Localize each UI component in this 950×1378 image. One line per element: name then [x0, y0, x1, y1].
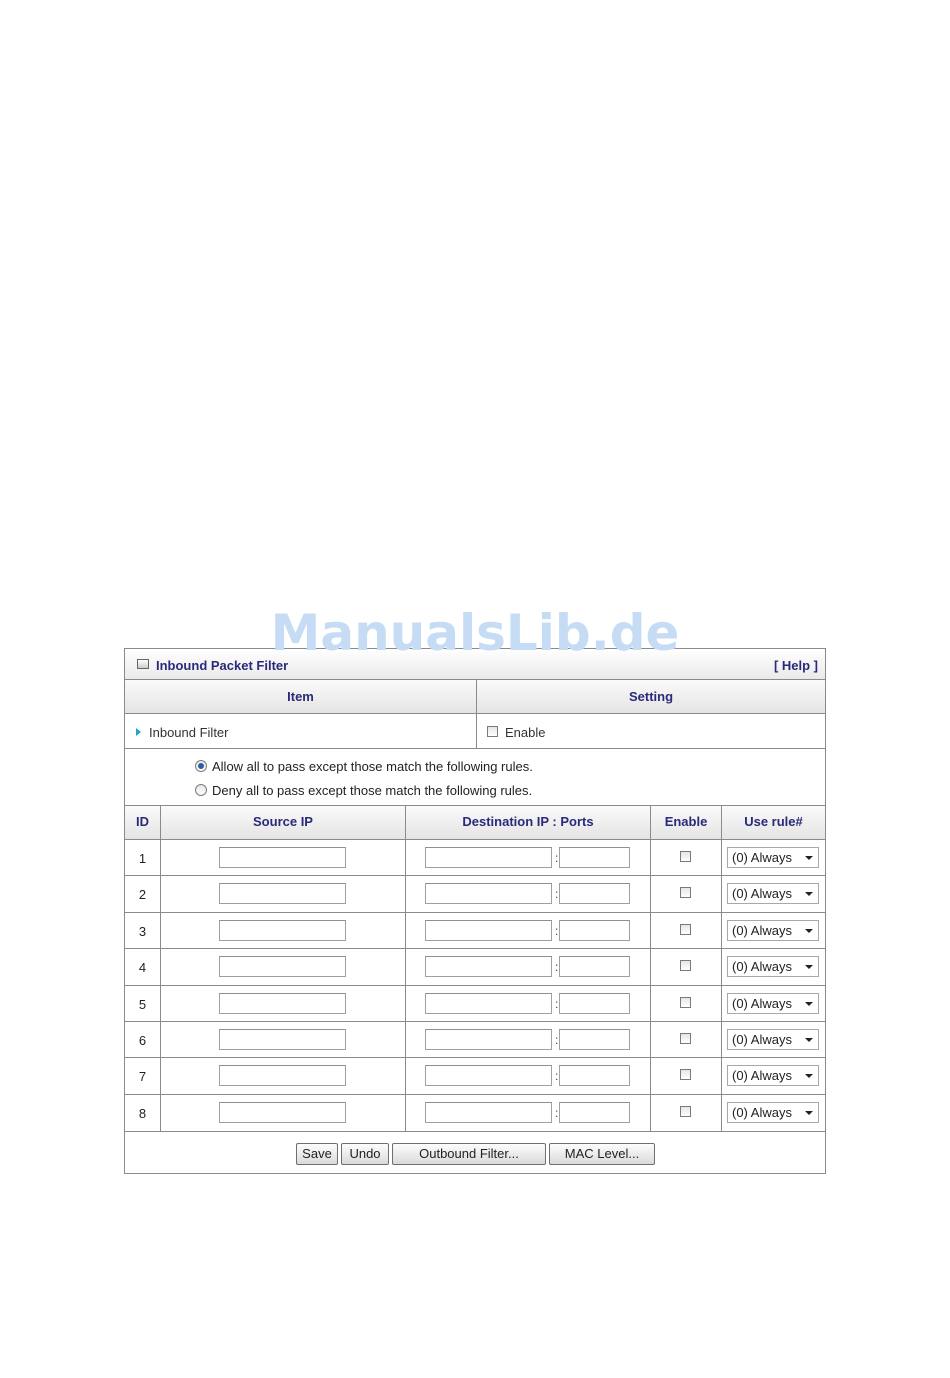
colon-separator: : [555, 1105, 559, 1120]
inbound-filter-label: Inbound Filter [149, 725, 229, 740]
rule-enable-checkbox[interactable] [680, 1033, 691, 1044]
destination-port-input[interactable] [559, 883, 630, 904]
use-rule-select[interactable] [727, 883, 819, 904]
use-rule-value: (0) Always [732, 995, 792, 1011]
destination-port-input[interactable] [559, 956, 630, 977]
source-ip-input[interactable] [219, 956, 346, 977]
destination-ip-input[interactable] [425, 956, 552, 977]
arrow-right-icon [136, 728, 141, 736]
use-rule-value: (0) Always [732, 922, 792, 938]
divider [125, 748, 825, 749]
setting-header: Setting [477, 680, 825, 714]
use-rule-select[interactable] [727, 1065, 819, 1086]
rule-enable-checkbox[interactable] [680, 887, 691, 898]
chevron-down-icon [805, 1111, 813, 1115]
allow-label: Allow all to pass except those match the following rules. [212, 759, 533, 774]
table-row [125, 1095, 825, 1131]
use-rule-value: (0) Always [732, 1104, 792, 1120]
enable-label: Enable [505, 725, 546, 740]
rule-enable-checkbox[interactable] [680, 1069, 691, 1080]
use-rule-value: (0) Always [732, 850, 792, 865]
allow-radio[interactable] [195, 760, 207, 772]
chevron-down-icon [805, 1002, 813, 1006]
colon-separator: : [555, 923, 559, 938]
destination-port-input[interactable] [559, 847, 630, 868]
source-ip-input[interactable] [219, 847, 346, 868]
save-button[interactable]: Save [296, 1143, 338, 1165]
table-row [125, 913, 825, 949]
chevron-down-icon [805, 1038, 813, 1042]
chevron-down-icon [805, 965, 813, 969]
source-ip-input[interactable] [219, 993, 346, 1014]
row-id: 8 [138, 1105, 147, 1121]
col-source-ip: Source IP [253, 814, 313, 829]
row-id: 6 [138, 1033, 147, 1048]
use-rule-select[interactable] [727, 920, 819, 941]
row-id: 5 [138, 996, 147, 1012]
help-link[interactable]: [ Help ] [773, 658, 818, 673]
destination-port-input[interactable] [559, 993, 630, 1014]
table-row [125, 840, 825, 876]
col-id: ID [136, 814, 149, 829]
divider [125, 1131, 825, 1132]
use-rule-select[interactable] [727, 1102, 819, 1123]
table-row [125, 986, 825, 1022]
use-rule-select[interactable] [727, 956, 819, 977]
col-enable: Enable [664, 814, 708, 829]
destination-ip-input[interactable] [425, 883, 552, 904]
source-ip-input[interactable] [219, 1102, 346, 1123]
colon-separator: : [555, 1033, 559, 1047]
window-icon [137, 659, 149, 669]
source-ip-input[interactable] [219, 1029, 346, 1050]
destination-ip-input[interactable] [425, 920, 552, 941]
row-id: 3 [138, 923, 147, 939]
item-header: Item [125, 680, 476, 714]
use-rule-value: (0) Always [732, 1068, 792, 1084]
mac-level-button[interactable]: MAC Level... [549, 1143, 655, 1165]
destination-ip-input[interactable] [425, 847, 552, 868]
undo-button[interactable]: Undo [341, 1143, 389, 1165]
rule-enable-checkbox[interactable] [680, 851, 691, 862]
row-id: 2 [138, 887, 147, 903]
outbound-filter-button[interactable]: Outbound Filter... [392, 1143, 546, 1165]
watermark: ManualsLib.de [270, 604, 680, 662]
colon-separator: : [555, 851, 559, 865]
colon-separator: : [555, 887, 559, 902]
chevron-down-icon [805, 856, 813, 860]
col-use-rule: Use rule# [744, 814, 803, 829]
chevron-down-icon [805, 1074, 813, 1078]
destination-ip-input[interactable] [425, 1065, 552, 1086]
table-row [125, 1022, 825, 1058]
source-ip-input[interactable] [219, 883, 346, 904]
rule-enable-checkbox[interactable] [680, 924, 691, 935]
row-id: 1 [138, 851, 147, 866]
chevron-down-icon [805, 892, 813, 896]
destination-port-input[interactable] [559, 1029, 630, 1050]
use-rule-value: (0) Always [732, 1032, 792, 1047]
inbound-filter-item [125, 714, 476, 748]
source-ip-input[interactable] [219, 920, 346, 941]
rule-enable-checkbox[interactable] [680, 1106, 691, 1117]
row-id: 4 [138, 960, 147, 976]
use-rule-select[interactable] [727, 847, 819, 868]
col-destination: Destination IP : Ports [462, 814, 594, 829]
destination-ip-input[interactable] [425, 993, 552, 1014]
deny-radio[interactable] [195, 784, 207, 796]
row-id: 7 [138, 1069, 147, 1085]
use-rule-value: (0) Always [732, 959, 792, 975]
use-rule-select[interactable] [727, 1029, 819, 1050]
destination-ip-input[interactable] [425, 1029, 552, 1050]
destination-port-input[interactable] [559, 1065, 630, 1086]
colon-separator: : [555, 960, 559, 975]
colon-separator: : [555, 996, 559, 1011]
table-row [125, 949, 825, 985]
inbound-filter-setting [477, 714, 825, 748]
rule-enable-checkbox[interactable] [680, 997, 691, 1008]
chevron-down-icon [805, 929, 813, 933]
panel-titlebar [125, 649, 825, 680]
inbound-packet-filter-panel [124, 648, 826, 1174]
destination-port-input[interactable] [559, 1102, 630, 1123]
deny-label: Deny all to pass except those match the following rules. [212, 783, 533, 798]
table-row [125, 1058, 825, 1094]
destination-port-input[interactable] [559, 920, 630, 941]
use-rule-value: (0) Always [732, 886, 792, 902]
rule-enable-checkbox[interactable] [680, 960, 691, 971]
use-rule-select[interactable] [727, 993, 819, 1014]
table-row [125, 876, 825, 912]
source-ip-input[interactable] [219, 1065, 346, 1086]
inbound-filter-enable-checkbox[interactable] [487, 726, 498, 737]
destination-ip-input[interactable] [425, 1102, 552, 1123]
colon-separator: : [555, 1069, 559, 1084]
panel-title: Inbound Packet Filter [156, 658, 289, 673]
